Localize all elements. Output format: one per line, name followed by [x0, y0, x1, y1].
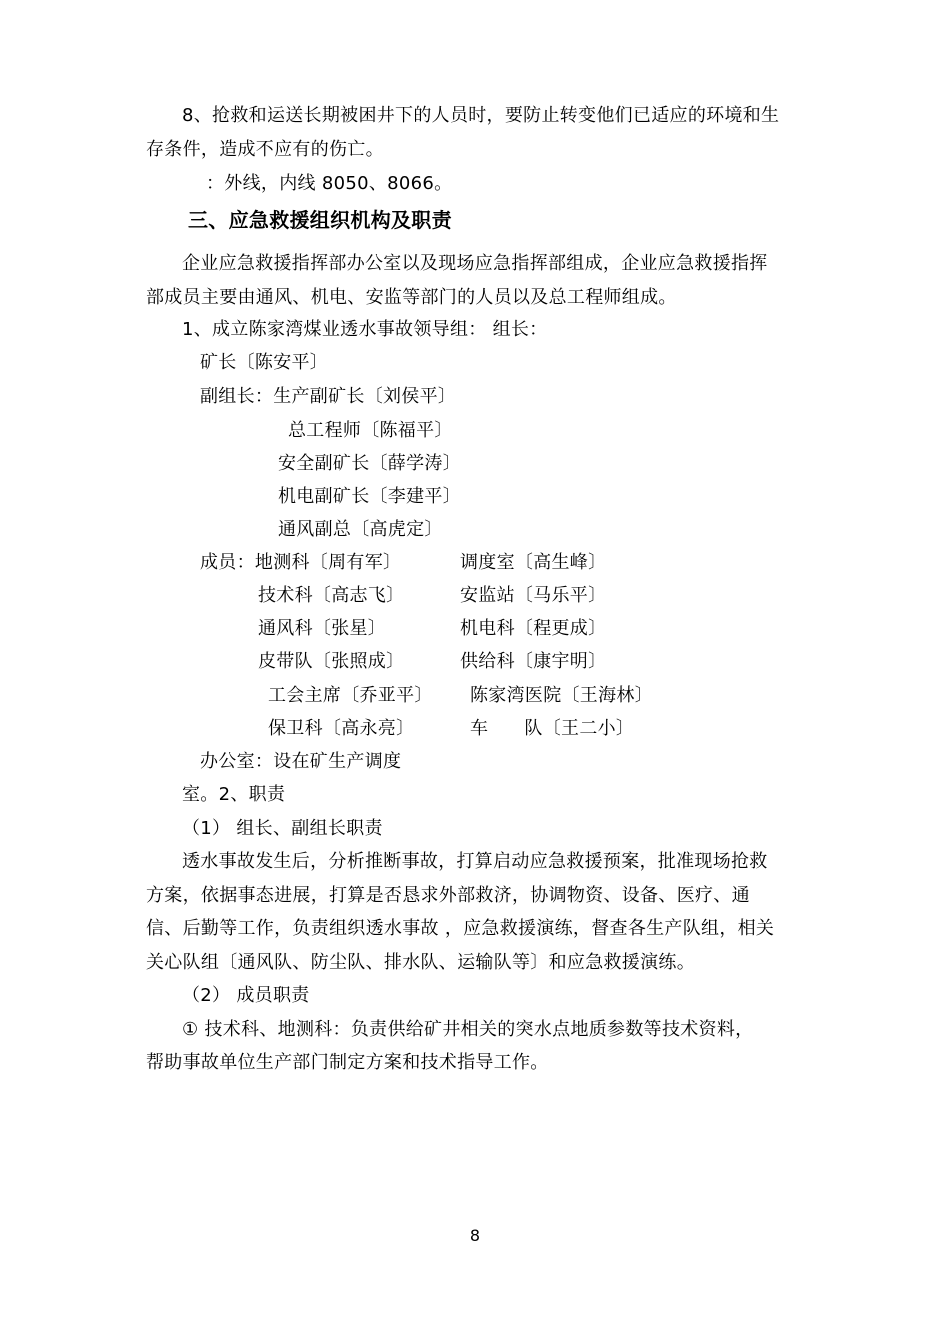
- member-row-5-left: 工会主席〔乔亚平〕: [268, 685, 433, 706]
- duty1-line2: 方案，依据事态进展，打算是否恳求外部救济，协调物资、设备、医疗、通: [146, 885, 750, 906]
- duty1-heading: （1） 组长、副组长职责: [182, 818, 383, 839]
- item8-line1: 8、抢救和运送长期被困井下的人员时，要防止转变他们已适应的环境和生: [182, 105, 780, 126]
- item8-line2: 存条件，造成不应有的伤亡。: [146, 139, 384, 160]
- member-row-2-right: 安监站〔马乐平〕: [460, 585, 607, 606]
- deputy3-line: 安全副矿长〔薛学涛〕: [278, 453, 461, 474]
- intro-line1: 企业应急救援指挥部办公室以及现场应急指挥部组成，企业应急救援指挥: [182, 253, 768, 274]
- member-row-4-left: 皮带队〔张照成〕: [258, 651, 405, 672]
- member-row-4-right: 供给科〔康宇明〕: [460, 651, 607, 672]
- deputy5-line: 通风副总〔高虎定〕: [278, 519, 443, 540]
- item1-line: 1、成立陈家湾煤业透水事故领导组： 组长：: [182, 319, 548, 340]
- member-row-6-left: 保卫科〔高永亮〕: [268, 718, 415, 739]
- duty1-line4: 关心队组〔通风队、防尘队、排水队、运输队等〕和应急救援演练。: [146, 952, 695, 973]
- page-number: 8: [469, 1226, 481, 1245]
- member-row-2-left: 技术科〔高志飞〕: [258, 585, 405, 606]
- intro-line2: 部成员主要由通风、机电、安监等部门的人员以及总工程师组成。: [146, 287, 677, 308]
- member-row-3-left: 通风科〔张星〕: [258, 618, 387, 639]
- phone-line: ：外线，内线 8050、8066。: [206, 173, 453, 194]
- deputy2-line: 总工程师〔陈福平〕: [288, 420, 453, 441]
- member-row-6-right: 车 队〔王二小〕: [470, 718, 635, 739]
- member-row-1-right: 调度室〔高生峰〕: [460, 552, 607, 573]
- duty1-line3: 信、后勤等工作，负责组织透水事故 ，应急救援演练，督查各生产队组，相关: [146, 918, 775, 939]
- duty2-item1-line2: 帮助事故单位生产部门制定方案和技术指导工作。: [146, 1052, 549, 1073]
- member-row-3-right: 机电科〔程更成〕: [460, 618, 607, 639]
- leader-line: 矿长〔陈安平〕: [200, 352, 329, 373]
- member-row-1-left: 成员：地测科〔周有军〕: [200, 552, 402, 573]
- office-line: 办公室：设在矿生产调度: [200, 751, 402, 772]
- duty1-line1: 透水事故发生后，分析推断事故，打算启动应急救援预案，批准现场抢救: [182, 851, 768, 872]
- member-row-5-right: 陈家湾医院〔王海林〕: [470, 685, 653, 706]
- section-heading: 三、应急救援组织机构及职责: [188, 208, 452, 232]
- deputy-label-line: 副组长：生产副矿长〔刘侯平〕: [200, 386, 457, 407]
- deputy4-line: 机电副矿长〔李建平〕: [278, 486, 461, 507]
- duties-heading: 室。2、职责: [182, 784, 286, 805]
- duty2-heading: （2） 成员职责: [182, 985, 310, 1006]
- duty2-item1-line1: ① 技术科、地测科：负责供给矿井相关的突水点地质参数等技术资料，: [182, 1019, 754, 1040]
